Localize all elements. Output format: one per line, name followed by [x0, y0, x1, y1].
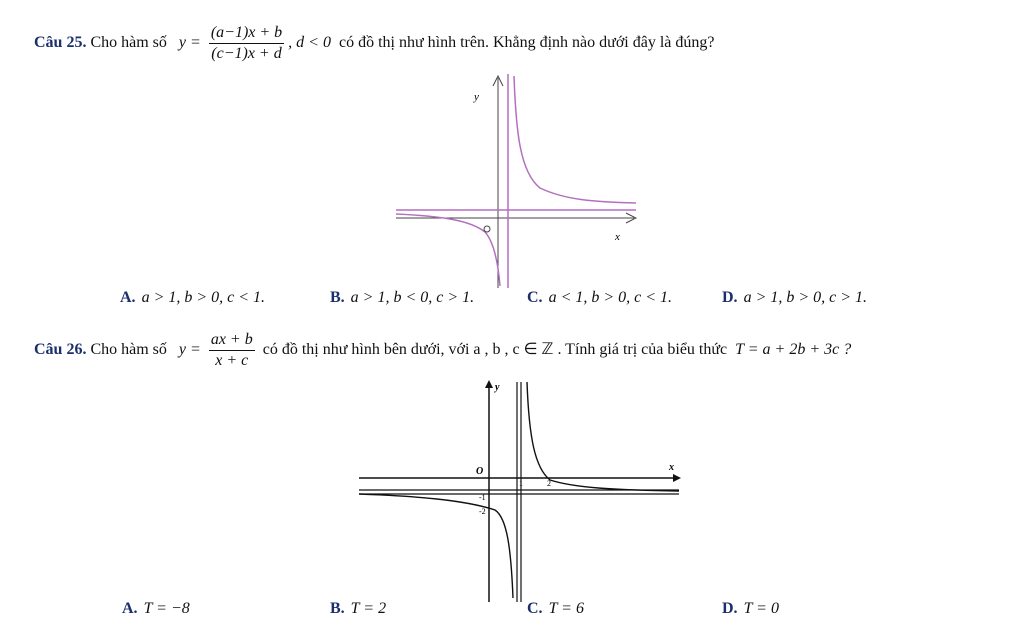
q26-curve-right-branch [527, 382, 679, 491]
q26-x-arrow [673, 474, 681, 482]
q26-numerator: ax + b [209, 330, 255, 351]
q25-option-b[interactable] [330, 289, 474, 307]
q26-curve-left-branch [359, 494, 513, 598]
q25-y-label: y [474, 91, 479, 103]
q26-y-label: y [495, 382, 500, 393]
q25-option-c-label: C. [527, 289, 543, 306]
q25-text: có đồ thị như hình trên. Khẳng định nào dưới đây là đúng? [338, 34, 715, 52]
q26-tick-2: 2 [547, 479, 551, 488]
q25-label: Câu 25. [34, 34, 87, 52]
q26-option-a[interactable] [122, 600, 190, 618]
q26-y-arrow [485, 380, 493, 388]
q26-x-label: x [669, 462, 674, 473]
q25-option-c[interactable] [527, 289, 672, 307]
q26-option-b-label: B. [330, 600, 345, 617]
q26-option-c-text: T = 6 [548, 600, 584, 617]
q26-option-a-label: A. [122, 600, 138, 617]
q26-option-a-text: T = −8 [143, 600, 190, 617]
q25-intro: Cho hàm số [90, 34, 167, 52]
q26-option-b-text: T = 2 [350, 600, 387, 617]
q26-y-eq: y = [178, 341, 201, 359]
q25-y-eq: y = [178, 34, 201, 52]
q25-option-d-label: D. [722, 289, 738, 306]
q25-x-label: x [615, 231, 620, 243]
q26-graph [355, 378, 685, 604]
q25-curve-right-branch [514, 76, 636, 203]
q26-intro: Cho hàm số [90, 341, 167, 359]
q26-option-d[interactable] [722, 600, 779, 618]
q25-denominator: (c−1)x + d [211, 45, 282, 62]
q26-option-c-label: C. [527, 600, 543, 617]
q26-tick-minus-2: -2 [479, 507, 486, 516]
q25-option-d-text: a > 1, b > 0, c > 1. [743, 289, 868, 306]
q26-expression: T = a + 2b + 3c ? [735, 341, 852, 359]
q25-option-b-label: B. [330, 289, 345, 306]
q25-option-c-text: a < 1, b > 0, c < 1. [548, 289, 673, 306]
q26-text: có đồ thị như hình bên dưới, với a , b , c ∈ ℤ . Tính giá trị của biểu thức [262, 341, 728, 359]
q25-option-a[interactable] [120, 289, 265, 307]
q25-numerator: (a−1)x + b [209, 23, 284, 44]
q26-tick-1: 1 [519, 479, 523, 488]
q25-option-a-label: A. [120, 289, 136, 306]
q25-option-a-text: a > 1, b > 0, c < 1. [141, 289, 266, 306]
q26-option-d-text: T = 0 [743, 600, 779, 617]
q25-option-d[interactable] [722, 289, 867, 307]
q26-option-d-label: D. [722, 600, 738, 617]
q25-statement [34, 23, 714, 64]
q25-curve-left-branch [396, 214, 500, 286]
q26-fraction [209, 330, 255, 371]
q25-origin-circle [484, 226, 490, 232]
q25-condition: , d < 0 [288, 34, 331, 52]
q26-option-b[interactable] [330, 600, 386, 618]
q25-fraction [209, 23, 284, 64]
q26-tick-minus-1: -1 [479, 493, 486, 502]
q26-denominator: x + c [215, 352, 249, 369]
q26-option-c[interactable] [527, 600, 584, 618]
q25-graph [390, 72, 650, 292]
q26-label: Câu 26. [34, 341, 87, 359]
q26-statement [34, 330, 851, 371]
q26-origin-label: O [476, 466, 484, 477]
q25-option-b-text: a > 1, b < 0, c > 1. [350, 289, 475, 306]
